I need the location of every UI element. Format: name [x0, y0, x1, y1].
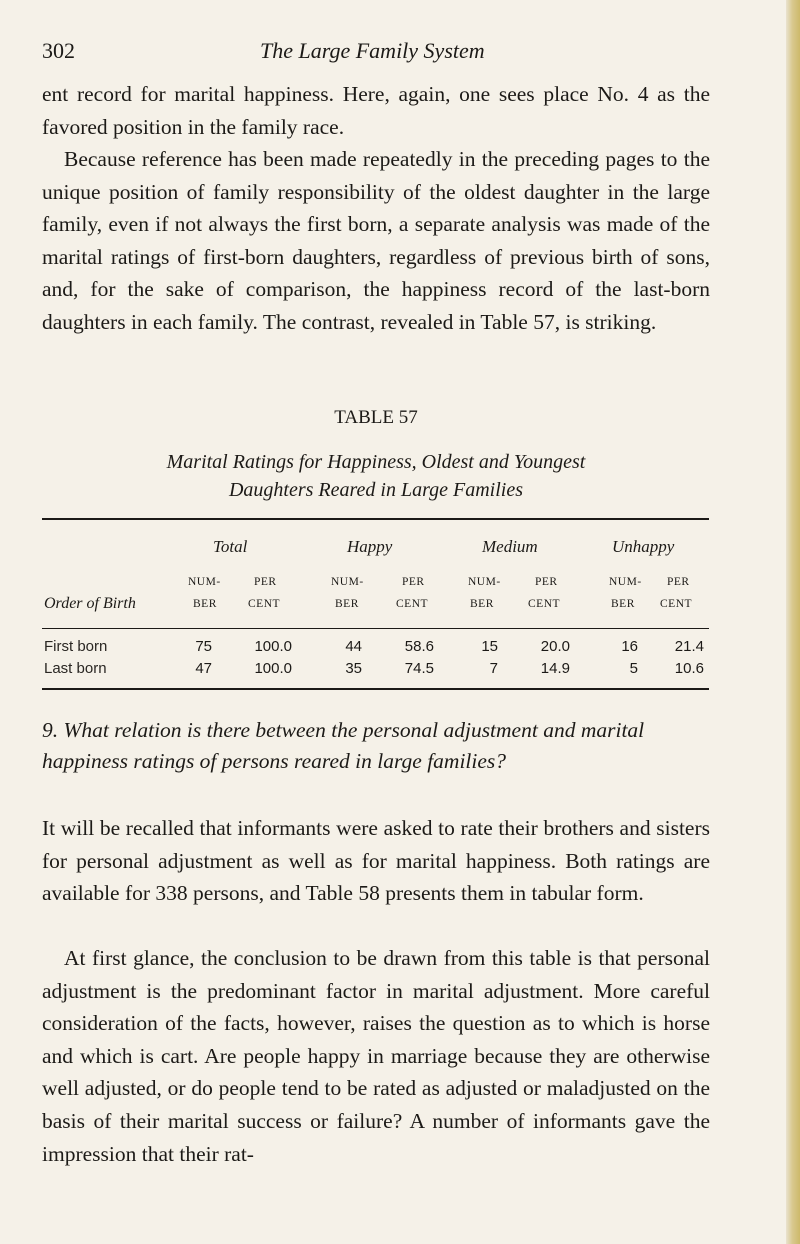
table-cell: 14.9 — [540, 660, 570, 677]
row-label-first-born: First born — [44, 638, 108, 655]
col-head-unhappy-num-top: NUM- — [609, 576, 642, 588]
table-bottom-rule — [42, 688, 709, 690]
table-top-rule — [42, 518, 709, 520]
table-cell: 58.6 — [404, 638, 434, 655]
table-cell: 74.5 — [404, 660, 434, 677]
table-caption: TABLE 57 — [334, 407, 418, 428]
col-head-medium-per-bottom: CENT — [528, 598, 561, 610]
page-header — [42, 38, 712, 68]
page-edge — [786, 0, 800, 1244]
table-cell: 100.0 — [254, 638, 292, 655]
col-head-total-per-top: PER — [254, 576, 277, 588]
table-cell: 35 — [345, 660, 362, 677]
col-head-total-per-bottom: CENT — [248, 598, 281, 610]
col-head-medium-num-top: NUM- — [468, 576, 501, 588]
page-number: 302 — [42, 38, 75, 63]
table-cell: 20.0 — [540, 638, 570, 655]
col-head-unhappy-per-bottom: CENT — [660, 598, 693, 610]
table-cell: 15 — [481, 638, 498, 655]
table-header-rule — [42, 628, 709, 629]
group-header-happy: Happy — [347, 537, 393, 556]
stub-header: Order of Birth — [44, 595, 136, 612]
col-head-happy-num-top: NUM- — [331, 576, 364, 588]
paragraph-first-glance: At first glance, the conclusion to be drawn from this table is that personal adjustment is the predominant factor in marital adjustment. More careful consideration of the facts, however, raises the question as to which is horse and which is cart. Are people happy in marriage because they are otherwise well adjusted, or do people tend to be rated as adjusted or maladjusted on the basis of their marital success or failure? A number of informants gave the impression that their rat- — [42, 946, 710, 1166]
table-title-line-2: Daughters Reared in Large Families — [228, 479, 524, 501]
col-head-medium-per-top: PER — [535, 576, 558, 588]
question-heading: 9. What relation is there between the personal adjustment and marital happiness ratings of persons reared in large families? — [42, 718, 645, 773]
col-head-happy-per-top: PER — [402, 576, 425, 588]
table-cell: 47 — [195, 660, 212, 677]
col-head-total-num-bottom: BER — [193, 598, 217, 610]
table-cell: 5 — [629, 660, 638, 677]
table-cell: 44 — [345, 638, 362, 655]
paragraph-recalled: It will be recalled that informants were asked to rate their brothers and sisters for personal adjustment as well as for marital happiness. Both ratings are available for 338 persons, and Table 58 presents them in tabular form. — [42, 816, 710, 906]
col-head-medium-num-bottom: BER — [470, 598, 494, 610]
col-head-happy-per-bottom: CENT — [396, 598, 429, 610]
group-header-unhappy: Unhappy — [612, 537, 675, 556]
row-label-last-born: Last born — [44, 660, 107, 677]
table-title — [80, 448, 672, 504]
table-cell: 21.4 — [674, 638, 704, 655]
table-cell: 10.6 — [674, 660, 704, 677]
paragraph-continuation: ent record for marital happiness. Here, again, one sees place No. 4 as the favored position in the family race. — [42, 82, 710, 139]
col-head-happy-num-bottom: BER — [335, 598, 359, 610]
paragraph-oldest-daughter: Because reference has been made repeatedly in the preceding pages to the unique position of family responsibility of the oldest daughter in the large family, even if not always the first born, a separate analysis was made of the marital ratings of first-born daughters, regardless of previous birth of sons, and, for the sake of comparison, the happiness record of the last-born daughters in each family. The contrast, revealed in Table 57, is striking. — [42, 147, 710, 334]
group-header-medium: Medium — [482, 537, 538, 556]
table-cell: 75 — [195, 638, 212, 655]
col-head-unhappy-num-bottom: BER — [611, 598, 635, 610]
table-cell: 100.0 — [254, 660, 292, 677]
col-head-unhappy-per-top: PER — [667, 576, 690, 588]
running-head: The Large Family System — [260, 38, 485, 63]
table-cell: 16 — [621, 638, 638, 655]
group-header-total: Total — [213, 537, 248, 556]
table-title-line-1: Marital Ratings for Happiness, Oldest and Youngest — [166, 451, 586, 473]
col-head-total-num-top: NUM- — [188, 576, 221, 588]
table-cell: 7 — [489, 660, 498, 677]
